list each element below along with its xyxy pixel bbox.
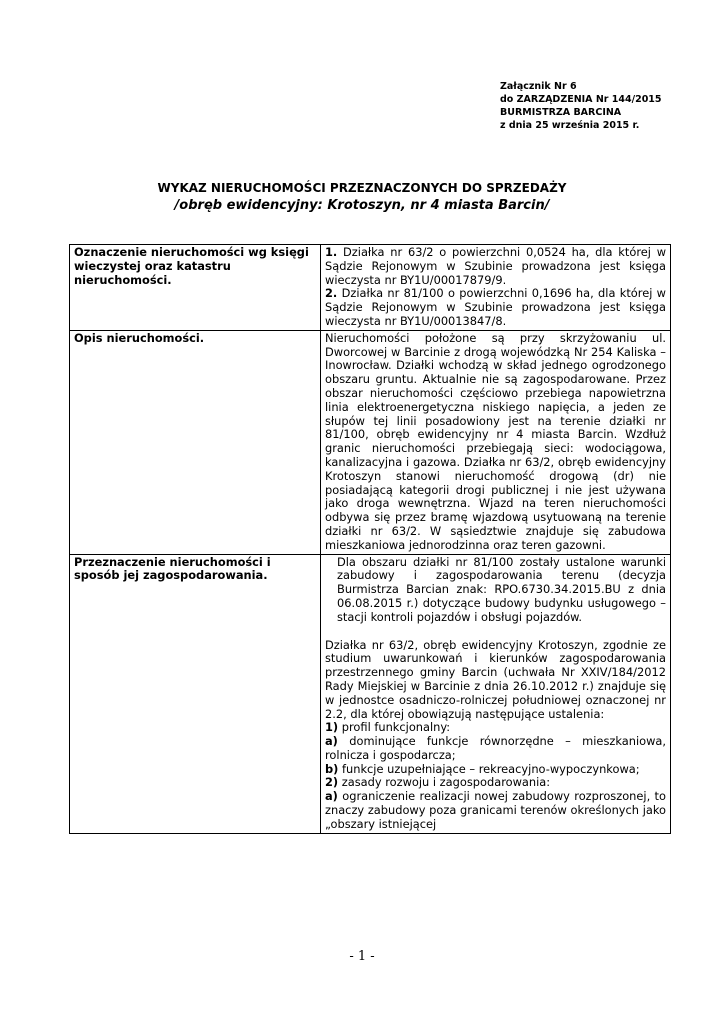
item-marker: b): [325, 761, 339, 776]
paragraph: Działka nr 63/2, obręb ewidencyjny Krotoszyn, zgodnie ze studium uwarunkowań i kierunków zagospodarowania przestrzennego gminy Barcin (uchwała Nr XXIV/184/2012 Rady Miejskiej w Barcinie z dnia 26.10.2012 r.) znajduje się w jednostce osadniczo-rolniczej południowej oznaczonej nr 2.2, dla której obowiązują następujące ustalenia:: [325, 637, 666, 721]
item-marker: a): [325, 789, 338, 804]
list-item: [325, 287, 666, 328]
page-number: - 1 -: [349, 949, 375, 964]
item-text: funkcje uzupełniające – rekreacyjno-wypoczynkowa;: [342, 761, 640, 776]
table-row: [70, 554, 671, 833]
annex-header: [500, 80, 662, 132]
item-marker: a): [325, 734, 338, 749]
item-number: 2.: [325, 286, 338, 301]
annex-date: z dnia 25 września 2015 r.: [500, 120, 640, 131]
row-label: Przeznaczenie nieruchomości i sposób jej zagospodarowania.: [70, 554, 321, 833]
item-number: 1.: [325, 245, 338, 259]
item-text: profil funkcjonalny:: [341, 720, 451, 735]
paragraph-gap: [325, 625, 666, 639]
row-value: [321, 245, 671, 331]
row-label: Oznaczenie nieruchomości wg księgi wieczystej oraz katastru nieruchomości.: [70, 245, 321, 331]
item-text: Działka nr 81/100 o powierzchni 0,1696 ha, dla której w Sądzie Rejonowym w Szubinie prowadzona jest księga wieczysta nr BY1U/00013847/8.: [325, 286, 666, 328]
table-row: [70, 245, 671, 331]
row-label: Opis nieruchomości.: [70, 330, 321, 554]
document-title: [0, 180, 724, 215]
list-item: [325, 721, 666, 735]
row-value: [321, 554, 671, 833]
list-item: [325, 735, 666, 763]
annex-authority: BURMISTRZA BARCINA: [500, 107, 622, 118]
item-text: ograniczenie realizacji nowej zabudowy rozproszonej, to znaczy zabudowy poza granicami terenów określonych jako „obszary istniejącej: [325, 789, 666, 831]
item-marker: 1): [325, 720, 339, 735]
list-item: [325, 763, 666, 777]
list-item: [325, 790, 666, 831]
annex-regulation: do ZARZĄDZENIA Nr 144/2015: [500, 94, 662, 105]
property-table: [69, 244, 671, 834]
item-text: zasady rozwoju i zagospodarowania:: [341, 775, 551, 790]
list-item: [325, 246, 666, 287]
item-text: dominujące funkcje równorzędne – mieszkaniowa, rolnicza i gospodarcza;: [325, 734, 666, 762]
item-marker: 2): [325, 775, 339, 790]
title-main: WYKAZ NIERUCHOMOŚCI PRZEZNACZONYCH DO SPRZEDAŻY: [157, 181, 567, 195]
annex-number: Załącznik Nr 6: [500, 81, 577, 92]
row-value: Nieruchomości położone są przy skrzyżowaniu ul. Dworcowej w Barcinie z drogą wojewódzką Nr 254 Kaliska – Inowrocław. Działki wchodzą w skład jednego ogrodzonego obszaru gruntu. Aktualnie nie są zagospodarowane. Przez obszar nieruchomości częściowo przebiega napowietrzna linia elektroenergetyczna niskiego napięcia, a jeden ze słupów tej linii posadowiony jest na terenie działki nr 81/100, obręb ewidencyjny nr 4 miasta Barcin. Wzdłuż granic nieruchomości przebiegają sieci: wodociągowa, kanalizacyjna i gazowa. Działka nr 63/2, obręb ewidencyjny Krotoszyn stanowi nieruchomość drogową (dr) nie posiadającą kategorii drogi publicznej i nie jest używana jako droga wewnętrzna. Wjazd na teren nieruchomości odbywa się przez bramę wjazdową usytuowaną na terenie działki nr 63/2. W sąsiedztwie znajduje się zabudowa mieszkaniowa jednorodzinna oraz teren gazowni.: [321, 330, 671, 554]
list-item: [325, 776, 666, 790]
paragraph: Dla obszaru działki nr 81/100 zostały ustalone warunki zabudowy i zagospodarowania terenu (decyzja Burmistrza Barcian znak: RPO.6730.34.2015.BU z dnia 06.08.2015 r.) dotyczące budowy budynku usługowego – stacji kontroli pojazdów i obsługi pojazdów.: [337, 554, 666, 624]
table-row: [70, 330, 671, 554]
item-text: Działka nr 63/2 o powierzchni 0,0524 ha, dla której w Sądzie Rejonowym w Szubinie prowadzona jest księga wieczysta nr BY1U/00017879/9.: [325, 245, 667, 287]
title-subtitle: /obręb ewidencyjny: Krotoszyn, nr 4 miasta Barcin/: [174, 198, 550, 213]
